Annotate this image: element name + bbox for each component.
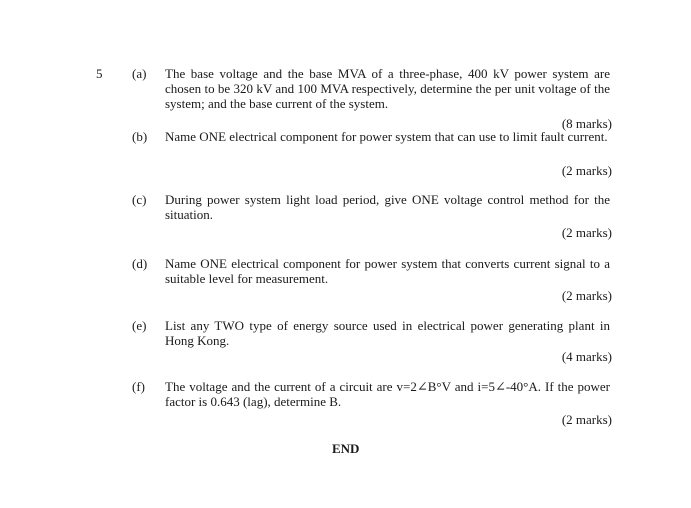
part-question-text: The voltage and the current of a circuit are v=2∠B°V and i=5∠-40°A. If the power factor is 0.643 (lag), determine B. bbox=[165, 379, 610, 409]
part-marks: (2 marks) bbox=[561, 225, 612, 240]
part-marks: (2 marks) bbox=[561, 288, 612, 303]
part-question-text: Name ONE electrical component for power system that can use to limit fault current. bbox=[165, 129, 608, 144]
end-label: END bbox=[332, 441, 360, 456]
part-marks: (2 marks) bbox=[561, 163, 612, 178]
part-f bbox=[132, 379, 612, 427]
part-question-text: During power system light load period, give ONE voltage control method for the situation. bbox=[165, 192, 610, 222]
part-marks: (4 marks) bbox=[561, 349, 612, 364]
part-a bbox=[132, 66, 612, 131]
part-b bbox=[132, 129, 612, 178]
part-question-text: List any TWO type of energy source used in electrical power generating plant in Hong Kong. bbox=[165, 318, 610, 348]
part-label: (d) bbox=[132, 256, 148, 271]
part-label: (c) bbox=[132, 192, 147, 207]
part-marks: (8 marks) bbox=[561, 116, 612, 131]
part-question-text: The base voltage and the base MVA of a three-phase, 400 kV power system are chosen to be 320 kV and 100 MVA respectively, determine the per unit voltage of the system; and the base current of the system. bbox=[165, 66, 610, 111]
question-number: 5 bbox=[96, 66, 103, 81]
part-c bbox=[132, 192, 612, 238]
part-d bbox=[132, 256, 612, 302]
part-label: (f) bbox=[132, 379, 145, 394]
part-e bbox=[132, 318, 612, 364]
part-label: (a) bbox=[132, 66, 147, 81]
part-question-text: Name ONE electrical component for power system that converts current signal to a suitable level for measurement. bbox=[165, 256, 610, 286]
part-marks: (2 marks) bbox=[561, 412, 612, 427]
part-label: (b) bbox=[132, 129, 148, 144]
part-label: (e) bbox=[132, 318, 147, 333]
